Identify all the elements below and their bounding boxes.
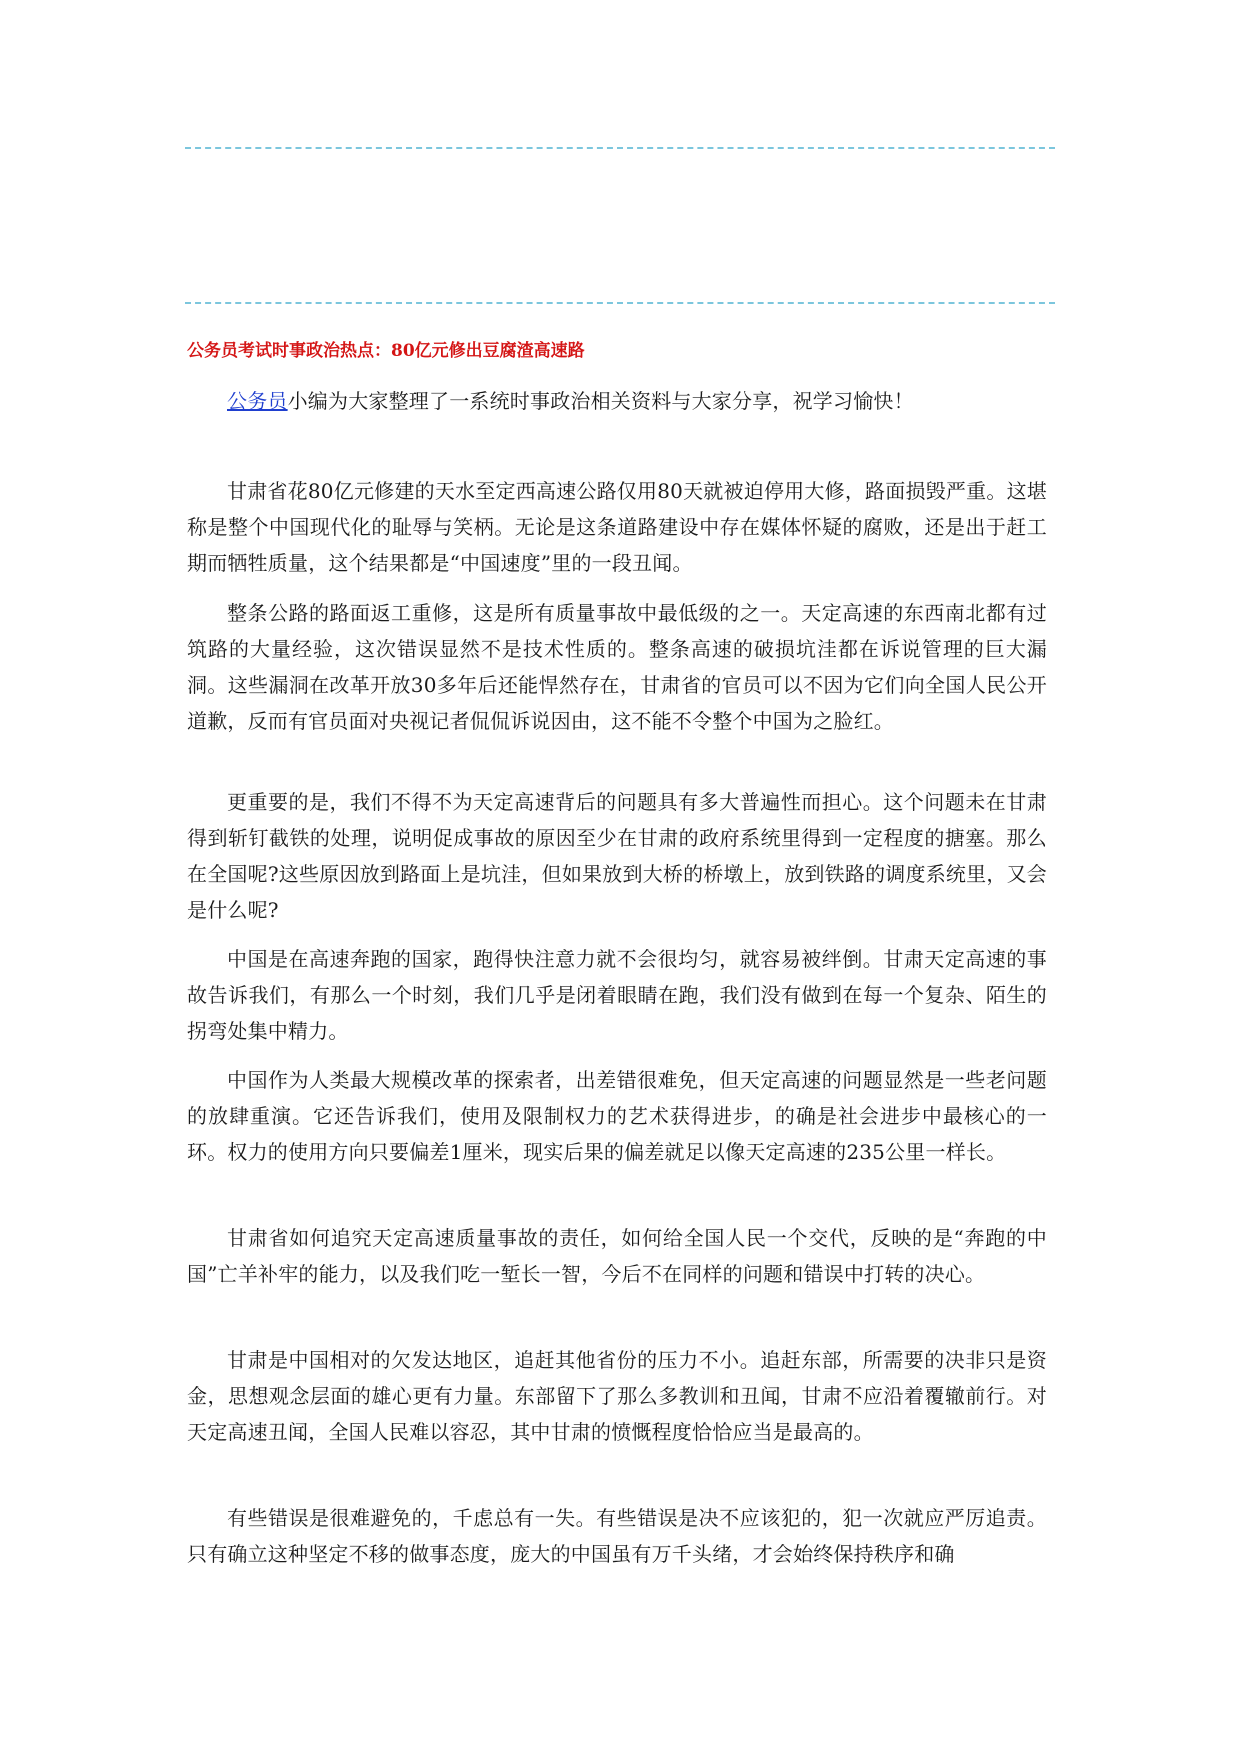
article-paragraph: 甘肃是中国相对的欠发达地区，追赶其他省份的压力不小。追赶东部，所需要的决非只是资金，思想观念层面的雄心更有力量。东部留下了那么多教训和丑闻，甘肃不应沿着覆辙前行。对天定高速丑闻，全国人民难以容忍，其中甘肃的愤慨程度恰恰应当是最高的。 [187,1348,1047,1444]
civil-servant-link[interactable]: 公务员 [227,389,288,413]
intro-paragraph [187,383,1047,419]
header-dashed-divider-lower [185,302,1055,304]
article-paragraph: 整条公路的路面返工重修，这是所有质量事故中最低级的之一。天定高速的东西南北都有过筑路的大量经验，这次错误显然不是技术性质的。整条高速的破损坑洼都在诉说管理的巨大漏洞。这些漏洞在改革开放30多年后还能悍然存在，甘肃省的官员可以不因为它们向全国人民公开道歉，反而有官员面对央视记者侃侃诉说因由，这不能不令整个中国为之脸红。 [187,601,1047,733]
article-paragraph: 更重要的是，我们不得不为天定高速背后的问题具有多大普遍性而担心。这个问题未在甘肃得到斩钉截铁的处理，说明促成事故的原因至少在甘肃的政府系统里得到一定程度的搪塞。那么在全国呢?这些原因放到路面上是坑洼，但如果放到大桥的桥墩上，放到铁路的调度系统里，又会是什么呢? [187,790,1047,922]
article-paragraph: 甘肃省花80亿元修建的天水至定西高速公路仅用80天就被迫停用大修，路面损毁严重。这堪称是整个中国现代化的耻辱与笑柄。无论是这条道路建设中存在媒体怀疑的腐败，还是出于赶工期而牺牲质量，这个结果都是“中国速度”里的一段丑闻。 [187,479,1047,575]
article-paragraph: 甘肃省如何追究天定高速质量事故的责任，如何给全国人民一个交代，反映的是“奔跑的中国”亡羊补牢的能力，以及我们吃一堑长一智，今后不在同样的问题和错误中打转的决心。 [187,1226,1047,1286]
article-paragraph: 中国是在高速奔跑的国家，跑得快注意力就不会很均匀，就容易被绊倒。甘肃天定高速的事故告诉我们，有那么一个时刻，我们几乎是闭着眼睛在跑，我们没有做到在每一个复杂、陌生的拐弯处集中精力。 [187,947,1047,1043]
article-paragraph: 有些错误是很难避免的，千虑总有一失。有些错误是决不应该犯的，犯一次就应严厉追责。只有确立这种坚定不移的做事态度，庞大的中国虽有万千头绪，才会始终保持秩序和确 [187,1506,1047,1566]
header-dashed-divider [185,147,1055,149]
article-paragraph: 中国作为人类最大规模改革的探索者，出差错很难免，但天定高速的问题显然是一些老问题的放肆重演。它还告诉我们，使用及限制权力的艺术获得进步，的确是社会进步中最核心的一环。权力的使用方向只要偏差1厘米，现实后果的偏差就足以像天定高速的235公里一样长。 [187,1068,1047,1164]
article-title: 公务员考试时事政治热点：80亿元修出豆腐渣高速路 [187,341,585,361]
intro-text: 小编为大家整理了一系统时事政治相关资料与大家分享，祝学习愉快！ [287,389,914,413]
